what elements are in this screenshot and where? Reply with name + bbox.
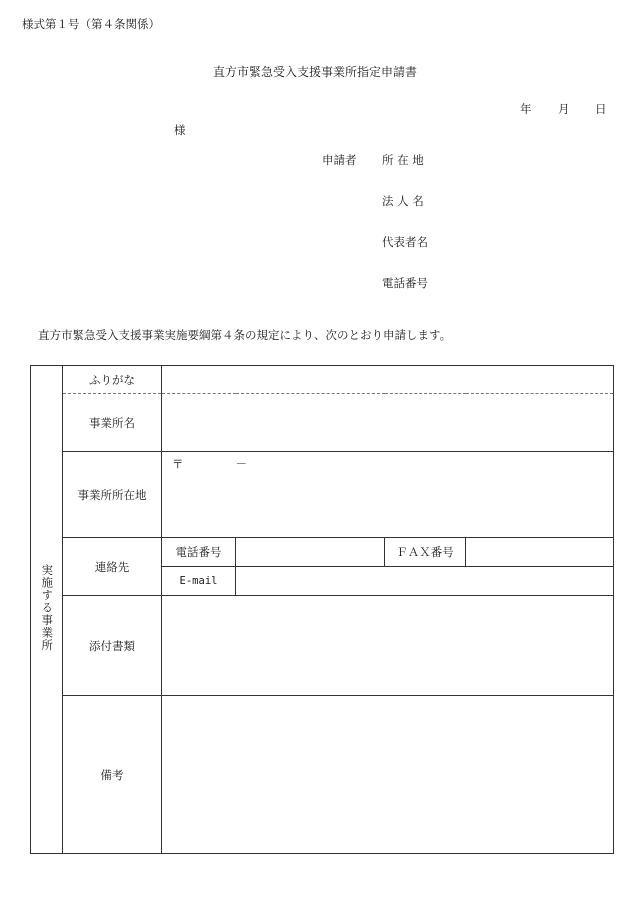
phone-input[interactable] — [236, 538, 385, 567]
date-month-label: 月 — [558, 102, 570, 116]
applicant-representative-label: 代表者名 — [382, 235, 428, 249]
application-statement: 直方市緊急受入支援事業実施要綱第４条の規定により、次のとおり申請します。 — [38, 328, 452, 342]
date-year-label: 年 — [520, 102, 532, 116]
phone-label: 電話番号 — [162, 538, 236, 567]
applicant-phone-label: 電話番号 — [382, 276, 428, 290]
postal-dash: － — [235, 457, 247, 471]
addressee-honorific: 様 — [174, 123, 186, 137]
furigana-input[interactable] — [162, 366, 614, 394]
attachments-input[interactable] — [162, 596, 614, 696]
email-input[interactable] — [236, 567, 614, 596]
applicant-address-label: 所 在 地 — [382, 153, 424, 167]
section-label: 実施する事業所 — [40, 564, 55, 652]
document-title: 直方市緊急受入支援事業所指定申請書 — [212, 65, 417, 79]
fax-label: ＦＡＸ番号 — [385, 538, 466, 567]
remarks-input[interactable] — [162, 696, 614, 854]
section-label-cell — [31, 366, 63, 854]
email-label: E-mail — [162, 567, 236, 596]
fax-input[interactable] — [466, 538, 614, 567]
remarks-label: 備考 — [63, 696, 162, 854]
date-day-label: 日 — [595, 102, 607, 116]
application-form-table — [30, 365, 614, 854]
applicant-corporation-label: 法 人 名 — [382, 194, 424, 208]
furigana-label: ふりがな — [63, 366, 162, 394]
attachments-label: 添付書類 — [63, 596, 162, 696]
office-name-input[interactable] — [162, 394, 614, 452]
office-address-input[interactable] — [162, 452, 614, 538]
office-address-label: 事業所所在地 — [63, 452, 162, 538]
contact-label: 連絡先 — [63, 538, 162, 596]
applicant-label: 申請者 — [322, 153, 357, 167]
form-number: 様式第１号（第４条関係） — [22, 17, 160, 31]
postal-mark: 〒 — [172, 457, 184, 471]
office-name-label: 事業所名 — [63, 394, 162, 452]
